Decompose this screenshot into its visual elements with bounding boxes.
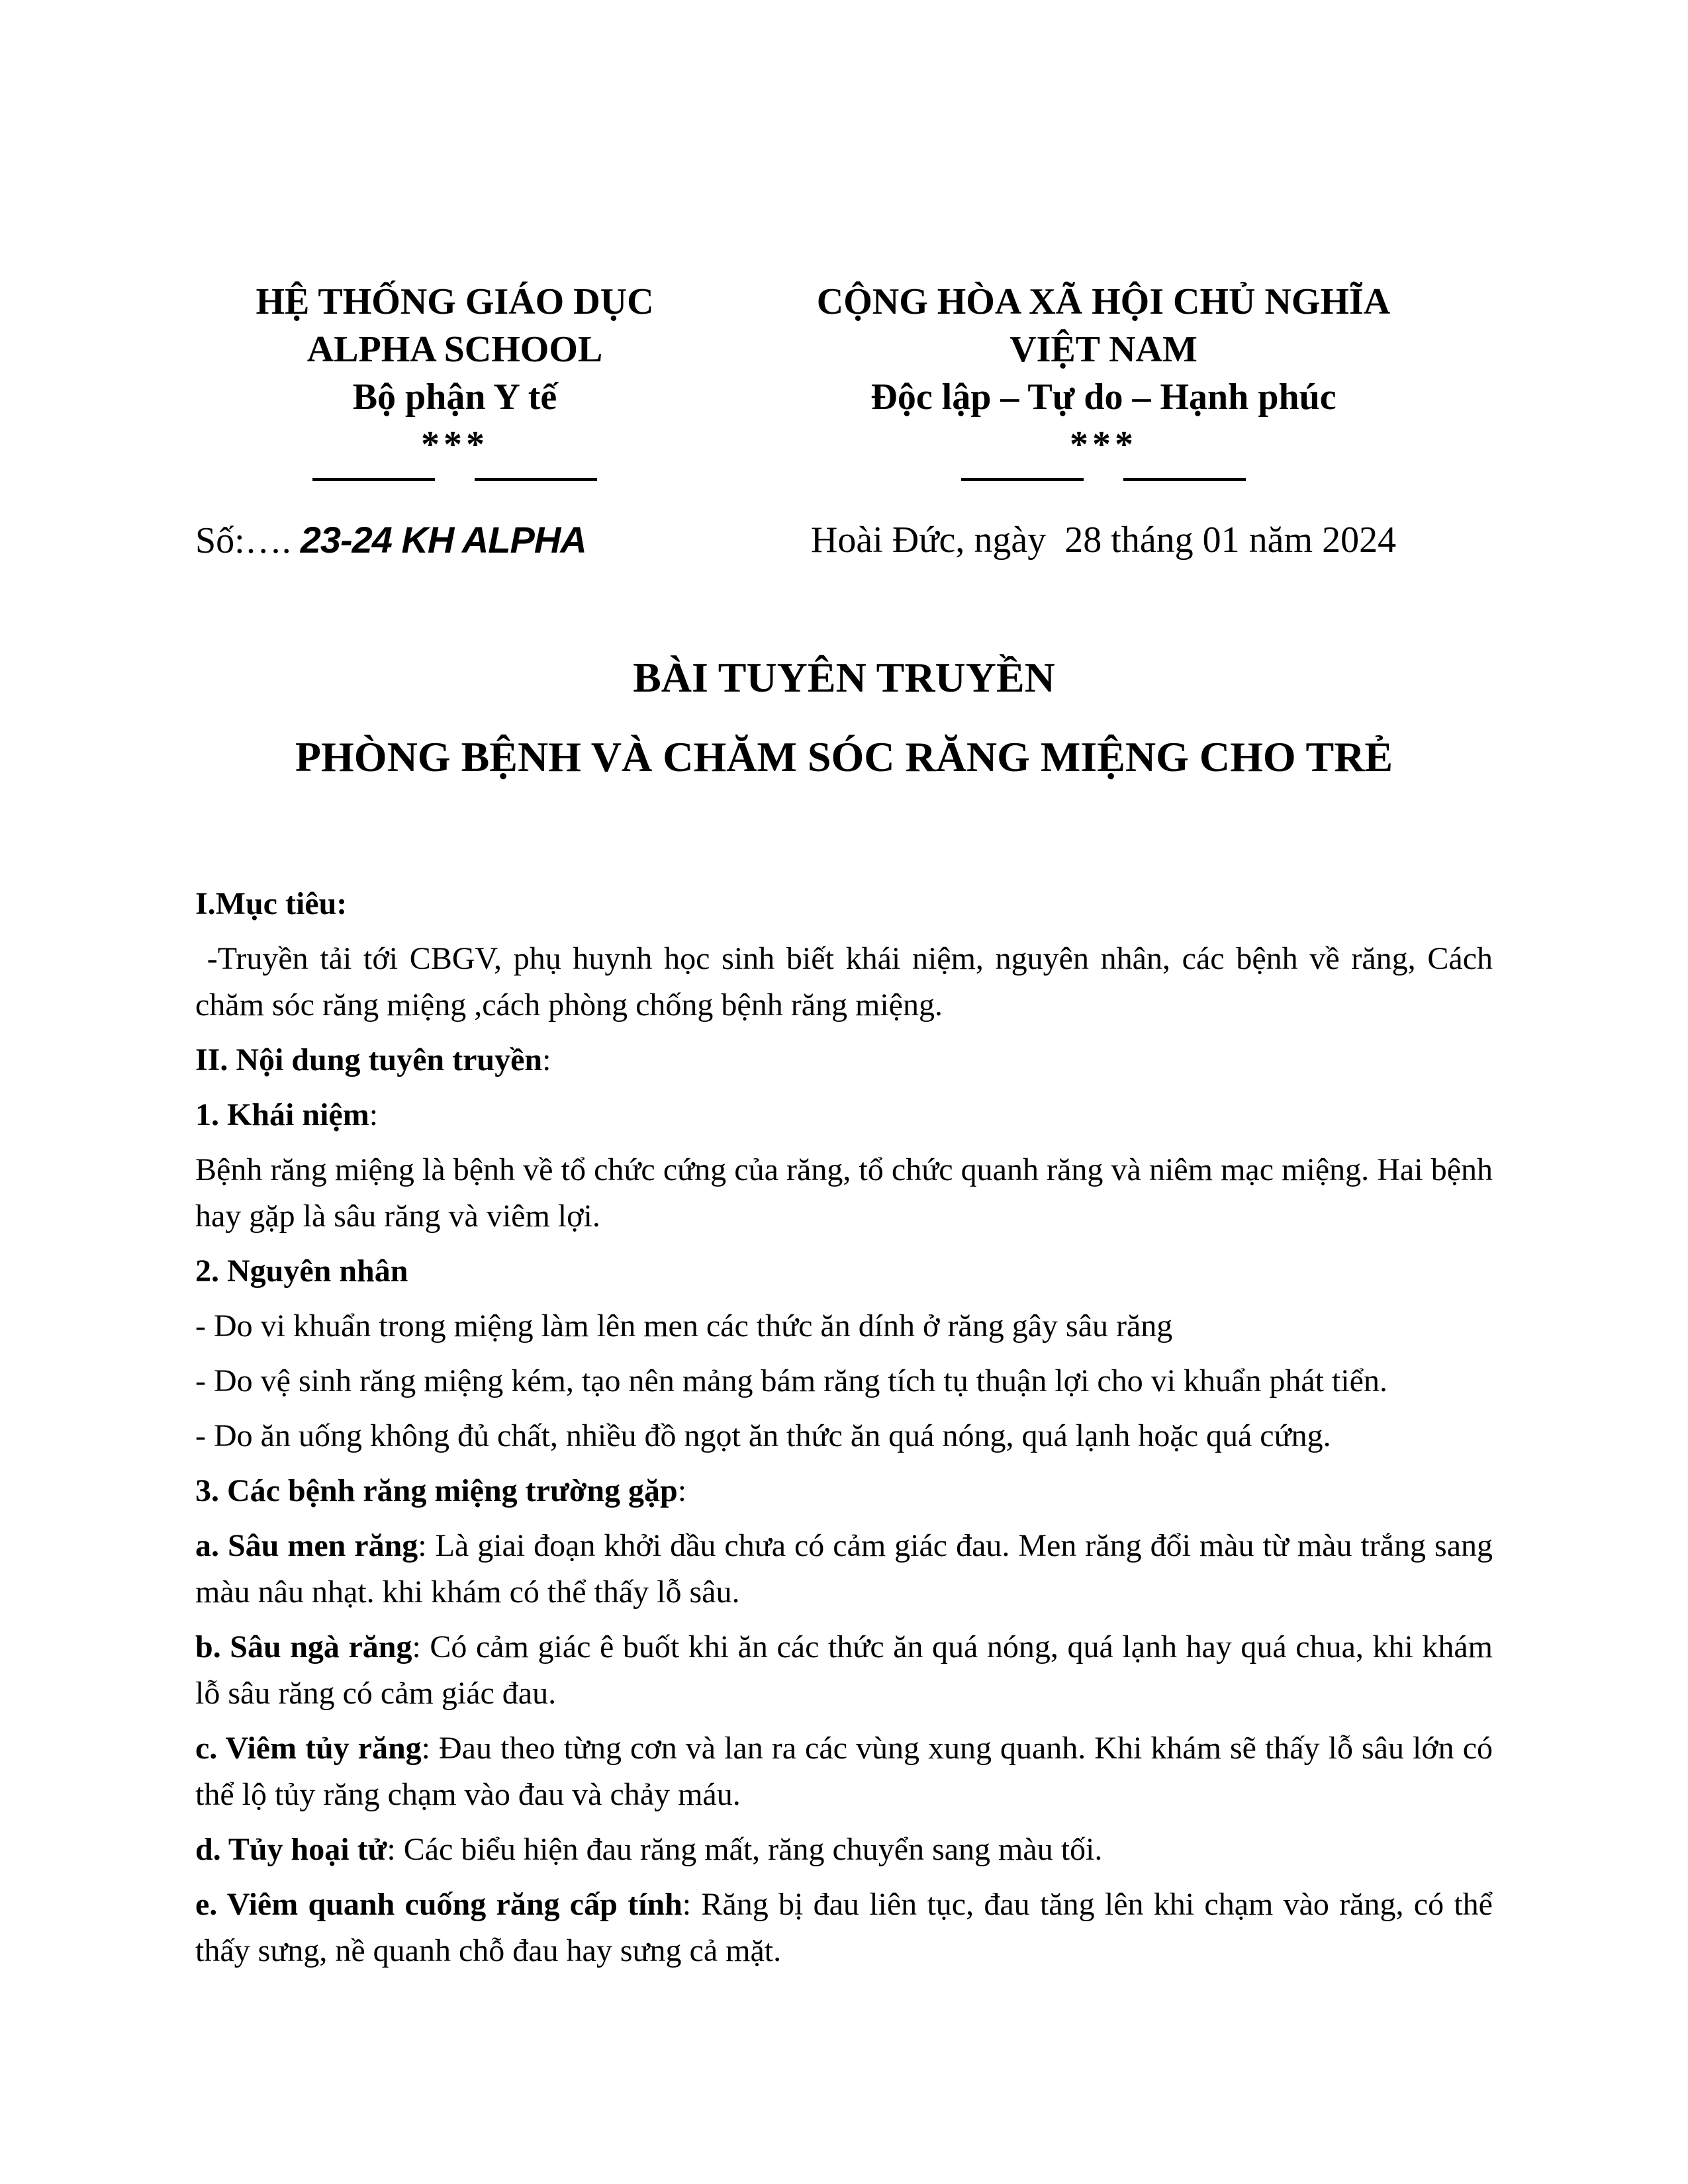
paragraph-text: : Là giai đoạn khởi dầu chưa có cảm giác đau. Men răng đổi màu từ màu trắng sang màu nâu nhạt. khi khám có thể thấy lỗ sâu. (195, 1528, 1493, 1610)
dateline: Hoài Đức, ngày 28 tháng 01 năm 2024 (810, 520, 1397, 561)
paragraph-lead: 2. Nguyên nhân (195, 1253, 408, 1289)
asterisk-ornament-left: *** (421, 424, 489, 465)
header-national-block (714, 278, 1493, 483)
paragraph-disease-e (195, 1882, 1493, 1974)
paragraph-text: : (542, 1042, 551, 1077)
paragraph-lead: c. Viêm tủy răng (195, 1731, 422, 1766)
paragraph-text: - Do vệ sinh răng miệng kém, tạo nên mảng bám răng tích tụ thuận lợi cho vi khuẩn phát tiển. (195, 1363, 1387, 1398)
paragraph-lead: e. Viêm quanh cuống răng cấp tính (195, 1887, 682, 1922)
doc-number-label: Số:…. (195, 520, 301, 561)
paragraph-lead: 1. Khái niệm (195, 1097, 369, 1132)
paragraph-cause-1 (195, 1303, 1493, 1349)
paragraph-text: : Đau theo từng cơn và lan ra các vùng xung quanh. Khi khám sẽ thấy lỗ sâu lớn có thể lộ tủy răng chạm vào đau và chảy máu. (195, 1731, 1493, 1812)
paragraph-lead: 3. Các bệnh răng miệng trường gặp (195, 1473, 678, 1508)
divider-segment (961, 478, 1084, 481)
paragraph-text: -Truyền tải tới CBGV, phụ huynh học sinh biết khái niệm, nguyên nhân, các bệnh về răng, Cách chăm sóc răng miệng ,cách phòng chống bệnh răng miệng. (195, 941, 1493, 1023)
divider-segment (312, 478, 435, 481)
title-line2: PHÒNG BỆNH VÀ CHĂM SÓC RĂNG MIỆNG CHO TRẺ (295, 733, 1393, 780)
paragraph-text: - Do ăn uống không đủ chất, nhiều đồ ngọt ăn thức ăn quá nóng, quá lạnh hoặc quá cứng. (195, 1418, 1331, 1453)
org-name-line1: HỆ THỐNG GIÁO DỤC (256, 281, 654, 322)
paragraph-objective (195, 936, 1493, 1028)
paragraph-section-i (195, 881, 1493, 927)
paragraph-lead: d. Tủy hoại tử (195, 1832, 387, 1867)
paragraph-cause-3 (195, 1413, 1493, 1459)
paragraph-lead: II. Nội dung tuyên truyền (195, 1042, 543, 1077)
paragraph-concept (195, 1147, 1493, 1240)
paragraph-cause-2 (195, 1358, 1493, 1404)
national-slogan: Độc lập – Tự do – Hạnh phúc (870, 377, 1336, 418)
doc-number-value: 23-24 KH ALPHA (300, 519, 586, 561)
paragraph-text: : Có cảm giác ê buốt khi ăn các thức ăn quá nóng, quá lạnh hay quá chua, khi khám lỗ sâu răng có cảm giác đau. (195, 1629, 1493, 1711)
doc-meta-row (195, 514, 1493, 567)
national-motto-line1: CỘNG HÒA XÃ HỘI CHỦ NGHĨA (816, 281, 1391, 322)
asterisk-ornament-right: *** (1070, 424, 1137, 465)
paragraph-text: : (369, 1097, 379, 1132)
document-body (195, 881, 1493, 1974)
divider-segment (475, 478, 597, 481)
paragraph-text: : (677, 1473, 687, 1508)
paragraph-text: - Do vi khuẩn trong miệng làm lên men các thức ăn dính ở răng gây sâu răng (195, 1308, 1173, 1343)
document-header (195, 278, 1493, 483)
paragraph-disease-a (195, 1523, 1493, 1615)
paragraph-disease-b (195, 1624, 1493, 1717)
paragraph-lead: I.Mục tiêu: (195, 886, 348, 921)
paragraph-text: : Răng bị đau liên tục, đau tăng lên khi chạm vào răng, có thể thấy sưng, nề quanh chỗ đau hay sưng cả mặt. (195, 1887, 1493, 1968)
org-name-line2: ALPHA SCHOOL (306, 329, 603, 370)
divider-rule-right (714, 478, 1493, 483)
national-motto-line2: VIỆT NAM (1009, 329, 1197, 370)
header-org-block (195, 278, 714, 483)
paragraph-disease-d (195, 1827, 1493, 1873)
title-line1: BÀI TUYÊN TRUYỀN (633, 654, 1055, 701)
paragraph-heading-2 (195, 1248, 1493, 1295)
paragraph-heading-3 (195, 1468, 1493, 1514)
paragraph-heading-1 (195, 1092, 1493, 1138)
paragraph-section-ii (195, 1037, 1493, 1083)
paragraph-text: : Các biểu hiện đau răng mất, răng chuyển sang màu tối. (387, 1832, 1103, 1867)
org-department: Bộ phận Y tế (352, 377, 557, 418)
document-title (195, 653, 1493, 782)
paragraph-text: Bệnh răng miệng là bệnh về tổ chức cứng của răng, tổ chức quanh răng và niêm mạc miệng. Hai bệnh hay gặp là sâu răng và viêm lợi. (195, 1152, 1493, 1234)
divider-rule-left (195, 478, 714, 483)
paragraph-disease-c (195, 1725, 1493, 1818)
paragraph-lead: b. Sâu ngà răng (195, 1629, 412, 1664)
doc-number (195, 514, 714, 567)
divider-segment (1123, 478, 1246, 481)
paragraph-lead: a. Sâu men răng (195, 1528, 418, 1563)
